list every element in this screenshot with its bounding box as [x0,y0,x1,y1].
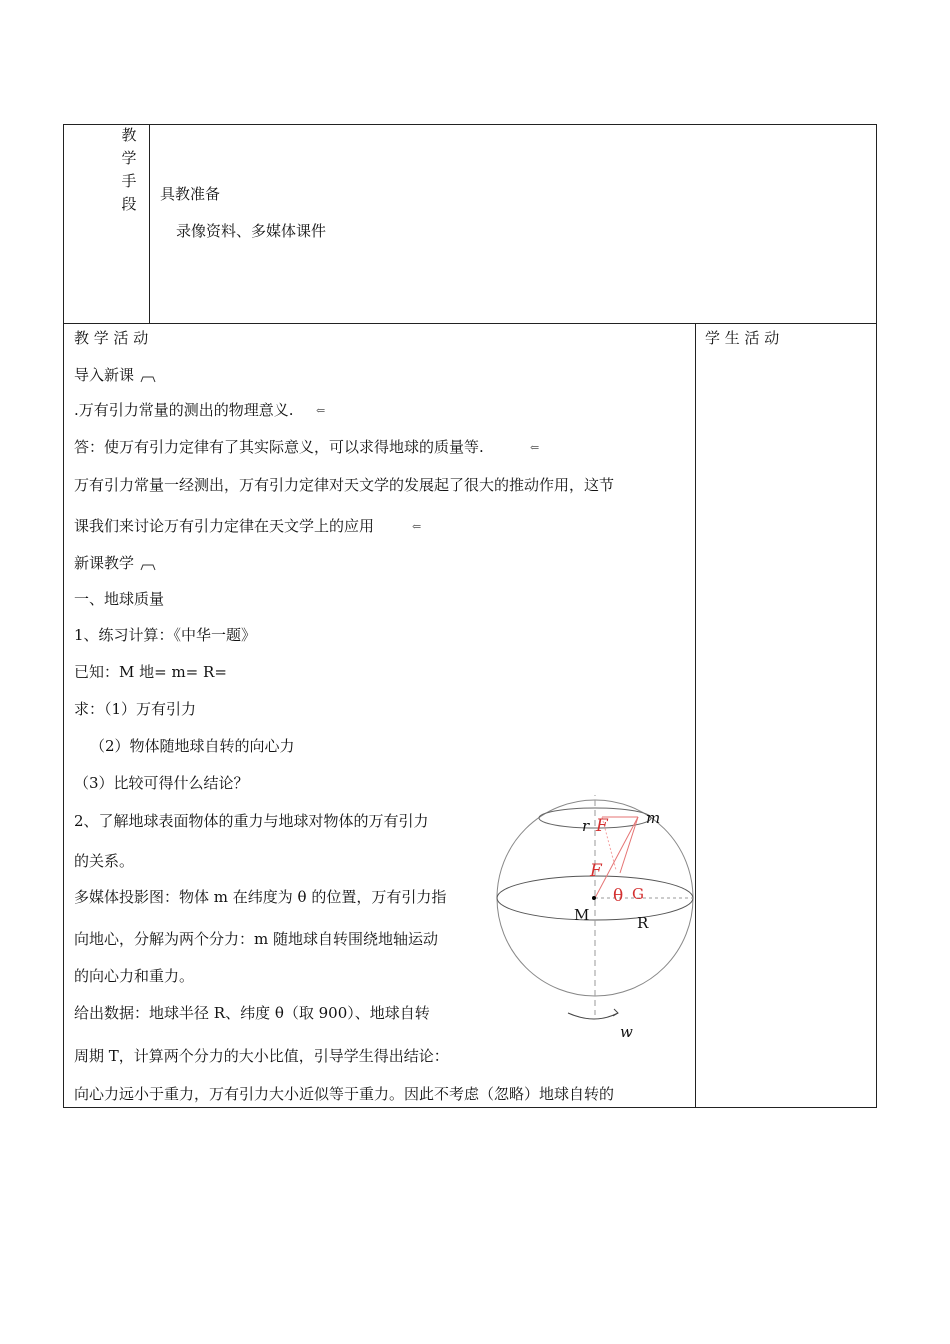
bracket-mark [140,375,156,383]
line-find-1: 求：（1）万有引力 [74,700,197,718]
line-period: 周期 T，计算两个分力的大小比值，引导学生得出结论： [74,1047,449,1065]
earth-center [592,896,596,900]
line-find-3: （3）比较可得什么结论？ [74,774,249,792]
line-paragraph-1: 万有引力常量一经测出，万有引力定律对天文学的发展起了很大的推动作用，这节 [74,476,615,494]
label-M: M [574,906,590,924]
line-question: .万有引力常量的测出的物理意义. [74,401,294,419]
method-label-char-1: 教 [121,126,137,144]
line-given-data: 给出数据：地球半径 R、纬度 θ（取 900）、地球自转 [74,1004,430,1022]
line-figure-desc-1: 多媒体投影图：物体 m 在纬度为 θ 的位置，万有引力指 [74,888,447,906]
teacher-activity-header: 教 学 活 动 [74,329,149,347]
student-activity-header: 学 生 活 动 [705,329,780,347]
line-figure-desc-3: 的向心力和重力。 [74,967,195,985]
label-m: m [646,809,661,827]
label-r: r [582,817,590,835]
line-paragraph-2: 课我们来讨论万有引力定律在天文学上的应用 [74,517,375,535]
return-mark: ⇐ [530,441,540,454]
label-R: R [637,914,649,932]
line-figure-desc-2: 向地心，分解为两个分力：m 随地球自转围绕地轴运动 [74,930,438,948]
method-divider [149,124,150,324]
line-intro: 导入新课 [74,366,135,384]
line-find-2: （2）物体随地球自转的向心力 [90,737,295,755]
label-F2: F [590,861,602,881]
return-mark: ⇐ [316,404,326,417]
prep-label: 具教准备 [160,185,221,203]
prep-content: 录像资料、多媒体课件 [176,222,327,240]
line-exercise: 1、练习计算：《中华一题》 [74,626,257,644]
method-label-char-4: 段 [121,195,137,213]
line-relation-1: 2、了解地球表面物体的重力与地球对物体的万有引力 [74,812,429,830]
label-w: w [620,1023,633,1041]
label-theta: θ [613,886,624,906]
line-answer: 答：使万有引力定律有了其实际意义，可以求得地球的质量等. [74,438,484,456]
line-section-earth-mass: 一、地球质量 [74,590,165,608]
bracket-mark [140,563,156,571]
line-given: 已知：M 地= m= R= [74,663,227,681]
line-conclusion: 向心力远小于重力，万有引力大小近似等于重力。因此不考虑（忽略）地球自转的 [74,1085,615,1103]
return-mark: ⇐ [412,520,422,533]
line-relation-2: 的关系。 [74,852,135,870]
label-F1: F [596,816,608,836]
line-new-lesson: 新课教学 [74,554,135,572]
rotation-arrow [568,1013,618,1019]
method-label-char-3: 手 [121,172,137,190]
method-label-char-2: 学 [121,149,137,167]
label-G: G [632,885,644,903]
